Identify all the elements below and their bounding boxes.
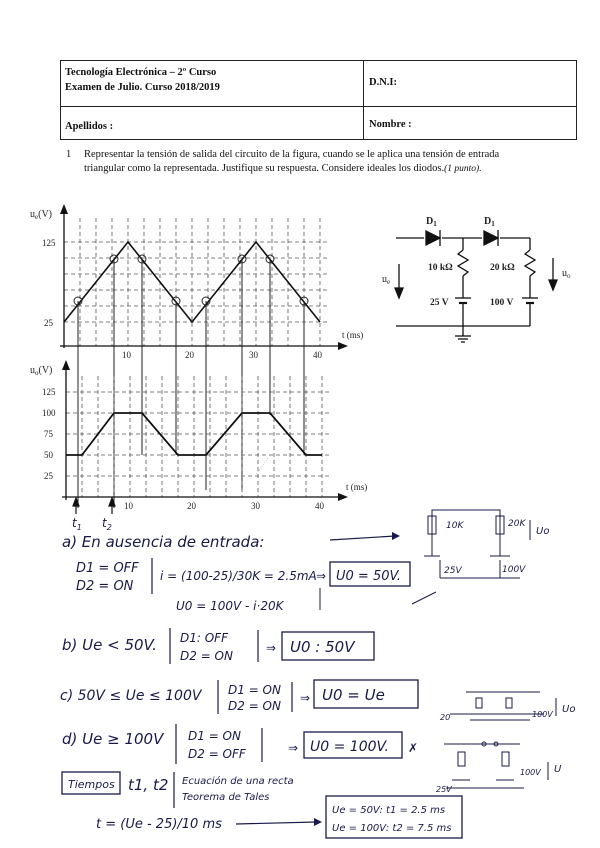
output-x-tick-20: 20 bbox=[187, 501, 196, 511]
answer-d-d2: D2 = OFF bbox=[188, 747, 246, 761]
answer-a-arrow-head bbox=[392, 532, 400, 540]
sketch-d-100v: 100V bbox=[520, 768, 541, 777]
course-title: Tecnología Electrónica – 2º Curso bbox=[65, 67, 217, 78]
input-threshold-marks bbox=[74, 255, 308, 508]
answer-a-implies: ⇒ bbox=[316, 569, 327, 583]
output-y-tick-50: 50 bbox=[44, 450, 53, 460]
uo-arrow bbox=[549, 280, 557, 290]
answer-d-checkmark: ✗ bbox=[408, 741, 419, 755]
d2-label: $D_1$ bbox=[484, 216, 495, 228]
input-x-tick-20: 20 bbox=[185, 350, 194, 360]
input-y-arrow bbox=[60, 204, 68, 214]
output-y-tick-25: 25 bbox=[44, 471, 53, 481]
answer-a-formula: U0 = 100V - i·20K bbox=[176, 599, 284, 613]
input-y-tick-125: 125 bbox=[42, 238, 56, 248]
answer-d-result: U0 = 100V. bbox=[310, 739, 389, 755]
answer-a-pointer bbox=[412, 592, 436, 604]
question-number: 1 bbox=[66, 149, 72, 160]
output-y-arrow bbox=[62, 360, 70, 370]
circuit-labels bbox=[382, 216, 571, 308]
resistor-r2 bbox=[525, 250, 535, 276]
input-y-tick-25: 25 bbox=[44, 318, 53, 328]
t1-label: $t_1$ bbox=[72, 516, 82, 532]
answer-c-implies: ⇒ bbox=[300, 691, 311, 705]
answer-a-d2: D2 = ON bbox=[76, 579, 134, 594]
answer-b-condition: b) Ue < 50V. bbox=[62, 636, 157, 654]
sketch-c-100v: 100V bbox=[532, 710, 553, 719]
time-arrow bbox=[236, 822, 316, 824]
faint-stamp: ········· bbox=[253, 455, 272, 478]
circuit-diagram bbox=[395, 230, 557, 342]
uo-label: $u_o$ bbox=[562, 268, 571, 280]
answer-a-result: U0 = 50V. bbox=[336, 569, 402, 584]
diode-d2-symbol bbox=[484, 231, 498, 245]
v2-label: 100 V bbox=[490, 298, 514, 308]
output-x-tick-30: 30 bbox=[251, 501, 260, 511]
sketch-d-u: U bbox=[554, 764, 562, 775]
ue-arrow bbox=[395, 288, 403, 298]
answer-c-d1: D1 = ON bbox=[228, 683, 281, 697]
sketch-a-100v: 100V bbox=[502, 565, 526, 575]
dni-label: D.N.I: bbox=[369, 77, 397, 88]
input-x-tick-10: 10 bbox=[122, 350, 131, 360]
answer-d-condition: d) Ue ≥ 100V bbox=[62, 730, 164, 748]
sketch-d-25v: 25V bbox=[436, 785, 452, 794]
handwritten-answer bbox=[60, 510, 575, 838]
output-y-label: $u_o(V)$ bbox=[30, 365, 53, 377]
times-label: Tiempos bbox=[68, 778, 115, 791]
output-x-label: t (ms) bbox=[346, 482, 368, 492]
output-graph bbox=[30, 360, 367, 532]
t2-result: Ue = 100V: t2 = 7.5 ms bbox=[332, 823, 452, 834]
answer-a-arrow bbox=[330, 536, 395, 540]
answer-b-result: U0 : 50V bbox=[290, 638, 355, 656]
input-graph bbox=[30, 204, 363, 508]
answer-a-title: a) En ausencia de entrada: bbox=[62, 533, 265, 551]
v1-label: 25 V bbox=[430, 298, 449, 308]
sketch-a-10k: 10K bbox=[446, 521, 464, 531]
sketch-c-20k: 20 bbox=[440, 713, 451, 722]
output-y-tick-100: 100 bbox=[42, 408, 56, 418]
answer-d-implies: ⇒ bbox=[288, 741, 299, 755]
exam-title: Examen de Julio. Curso 2018/2019 bbox=[65, 82, 220, 93]
input-x-tick-40: 40 bbox=[313, 350, 322, 360]
output-x-arrow bbox=[338, 493, 348, 501]
input-x-label: t (ms) bbox=[342, 330, 364, 340]
answer-d-d1: D1 = ON bbox=[188, 729, 241, 743]
surname-label: Apellidos : bbox=[65, 121, 114, 132]
answer-b-d2: D2 = ON bbox=[180, 649, 233, 663]
answer-b-d1: D1: OFF bbox=[180, 631, 228, 645]
r2-label: 20 kΩ bbox=[490, 263, 515, 273]
answer-sketch-d bbox=[444, 742, 548, 788]
sketch-a-20k: 20K bbox=[508, 519, 526, 529]
t2-label: $t_2$ bbox=[102, 516, 112, 532]
times-vars: t1, t2 bbox=[128, 776, 169, 794]
t1-result: Ue = 50V: t1 = 2.5 ms bbox=[332, 805, 446, 816]
output-x-tick-10: 10 bbox=[124, 501, 133, 511]
sketch-c-uo: Uo bbox=[562, 704, 576, 715]
answer-c-result: U0 = Ue bbox=[322, 686, 385, 704]
time-markers bbox=[73, 498, 115, 514]
sketch-a-uo: Uo bbox=[536, 526, 550, 537]
d1-label: $D_1$ bbox=[426, 216, 437, 228]
question-points: (1 punto). bbox=[444, 164, 482, 174]
input-x-arrow bbox=[338, 342, 348, 350]
input-grid bbox=[64, 218, 330, 346]
answer-b-implies: ⇒ bbox=[266, 641, 277, 655]
output-y-tick-125: 125 bbox=[42, 387, 56, 397]
times-note-line: Ecuación de una recta bbox=[182, 776, 294, 787]
answer-c-d2: D2 = ON bbox=[228, 699, 281, 713]
answer-a-d1: D1 = OFF bbox=[76, 561, 139, 576]
diode-d1-symbol bbox=[426, 231, 440, 245]
resistor-r1 bbox=[458, 250, 468, 276]
input-x-tick-30: 30 bbox=[249, 350, 258, 360]
answer-c-condition: c) 50V ≤ Ue ≤ 100V bbox=[60, 688, 202, 704]
time-arrow-head bbox=[314, 818, 322, 826]
r1-label: 10 kΩ bbox=[428, 263, 453, 273]
question-text: Representar la tensión de salida del circuito de la figura, cuando se le aplica una tensión de entrada triangular como la representada. Justifique su respuesta. Considere ideales los diodos. bbox=[84, 149, 500, 174]
output-y-tick-75: 75 bbox=[44, 429, 53, 439]
output-x-tick-40: 40 bbox=[315, 501, 324, 511]
sketch-a-25v: 25V bbox=[444, 566, 462, 576]
input-y-label: $u_e(V)$ bbox=[30, 209, 52, 221]
time-formula: t = (Ue - 25)/10 ms bbox=[96, 817, 222, 832]
name-label: Nombre : bbox=[369, 119, 412, 130]
times-note-tales: Teorema de Tales bbox=[182, 792, 270, 803]
ue-label: $u_e$ bbox=[382, 274, 391, 286]
answer-a-current: i = (100-25)/30K = 2.5mA bbox=[160, 569, 317, 583]
